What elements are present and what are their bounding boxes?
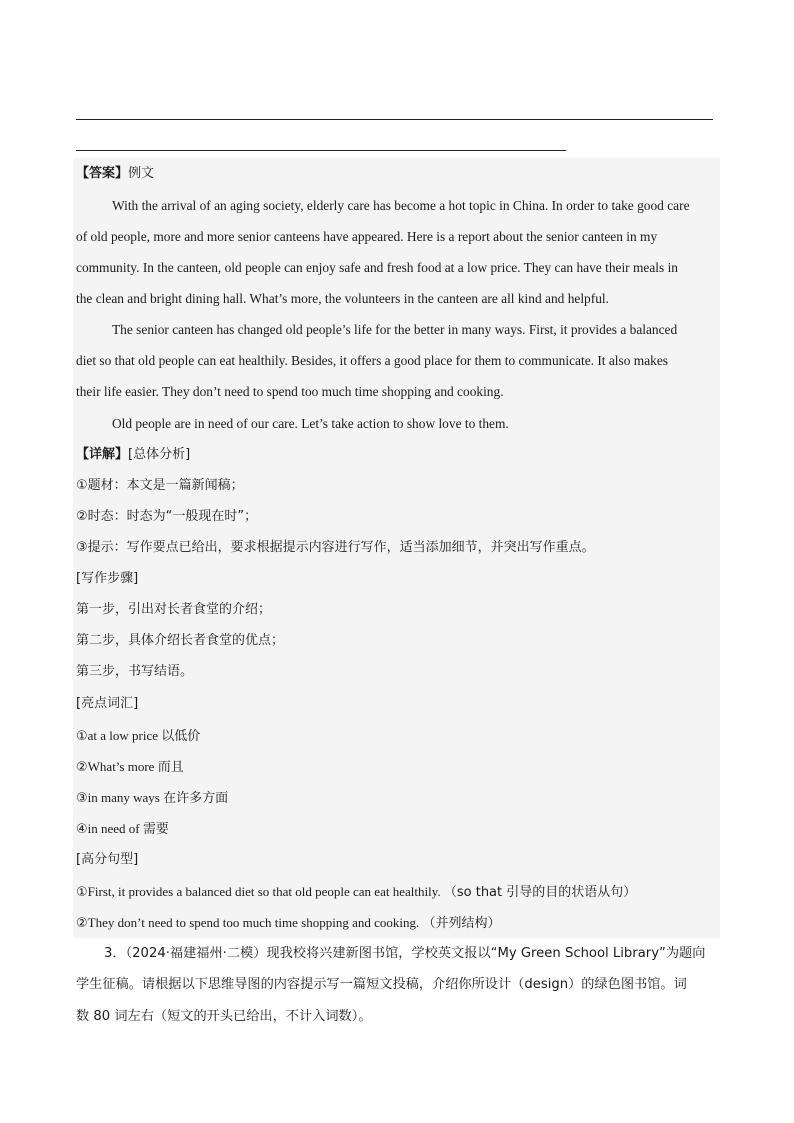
section-steps: [写作步骤]: [76, 571, 139, 586]
detail-header: [76, 445, 720, 465]
vocab-en: in many ways: [87, 790, 164, 805]
vocab-item-1: [76, 726, 720, 747]
essay-p1-line-4: the clean and bright dining hall. What’s more, the volunteers in the canteen are all kind and helpful.: [76, 291, 609, 306]
vocab-cn: 需要: [142, 822, 169, 837]
question-3-line-2: 学生征稿。请根据以下思维导图的内容提示写一篇短文投稿，介绍你所设计（design）的绿色图书馆。词: [76, 977, 687, 992]
answer-title: 例文: [128, 166, 155, 181]
answer-header: [76, 164, 720, 184]
vocab-item-4: [76, 819, 720, 840]
question-3-line-3: 数 80 词左右（短文的开头已给出，不计入词数）。: [76, 1009, 372, 1024]
essay-p1-line-3: community. In the canteen, old people can enjoy safe and fresh food at a low price. They can have their meals in: [76, 260, 678, 275]
sentence-item-2: [76, 913, 720, 934]
vocab-num: ③: [76, 791, 88, 806]
step-3: 第三步，书写结语。: [76, 664, 194, 679]
sentence-item-1: [76, 882, 720, 903]
essay-p1-line-1: With the arrival of an aging society, elderly care has become a hot topic in China. In order to take good care: [112, 198, 690, 213]
vocab-en: in need of: [87, 821, 143, 836]
sentence-cn: （并列结构）: [422, 916, 501, 931]
essay-p2-line-1: The senior canteen has changed old people’s life for the better in many ways. First, it provides a balanced: [112, 322, 678, 337]
vocab-en: at a low price: [87, 728, 162, 743]
sentence-en: They don’t need to spend too much time shopping and cooking.: [87, 915, 423, 930]
answer-line-1: [76, 119, 713, 120]
essay-p2-line-2: diet so that old people can eat healthily. Besides, it offers a good place for them to communicate. It also makes: [76, 353, 668, 368]
overall-item-1: ①题材：本文是一篇新闻稿；: [76, 478, 244, 493]
section-vocab: [亮点词汇]: [76, 696, 139, 711]
sentence-cn: （so that 引导的目的状语从句）: [443, 885, 637, 900]
answer-label: 【答案】: [76, 166, 129, 181]
vocab-cn: 而且: [157, 760, 184, 775]
question-3-line-1: 3．（2024·福建福州·二模）现我校将兴建新图书馆，学校英文报以“My Green School Library”为题向: [104, 946, 706, 961]
detail-label: 【详解】: [76, 447, 129, 462]
answer-line-2: [76, 150, 566, 151]
vocab-num: ②: [76, 760, 88, 775]
section-sentences: [高分句型]: [76, 852, 139, 867]
step-2: 第二步，具体介绍长者食堂的优点；: [76, 633, 285, 648]
step-1: 第一步，引出对长者食堂的介绍；: [76, 602, 272, 617]
vocab-cn: 在许多方面: [163, 791, 229, 806]
sentence-num: ①: [76, 885, 88, 900]
vocab-num: ①: [76, 729, 88, 744]
essay-p2-line-3: their life easier. They don’t need to spend too much time shopping and cooking.: [76, 384, 504, 399]
overall-item-2: ②时态：时态为“一般现在时”；: [76, 509, 258, 524]
section-overall: [总体分析]: [128, 447, 191, 462]
vocab-en: What’s more: [87, 759, 158, 774]
vocab-item-3: [76, 788, 720, 809]
vocab-num: ④: [76, 822, 88, 837]
sentence-num: ②: [76, 916, 88, 931]
vocab-cn: 以低价: [161, 729, 201, 744]
sentence-en: First, it provides a balanced diet so that old people can eat healthily.: [87, 884, 444, 899]
essay-p1-line-2: of old people, more and more senior canteens have appeared. Here is a report about the senior canteen in my: [76, 229, 658, 244]
essay-p3-line-1: Old people are in need of our care. Let’s take action to show love to them.: [112, 416, 509, 431]
vocab-item-2: [76, 757, 720, 778]
overall-item-3: ③提示：写作要点已给出，要求根据提示内容进行写作，适当添加细节，并突出写作重点。: [76, 540, 595, 555]
